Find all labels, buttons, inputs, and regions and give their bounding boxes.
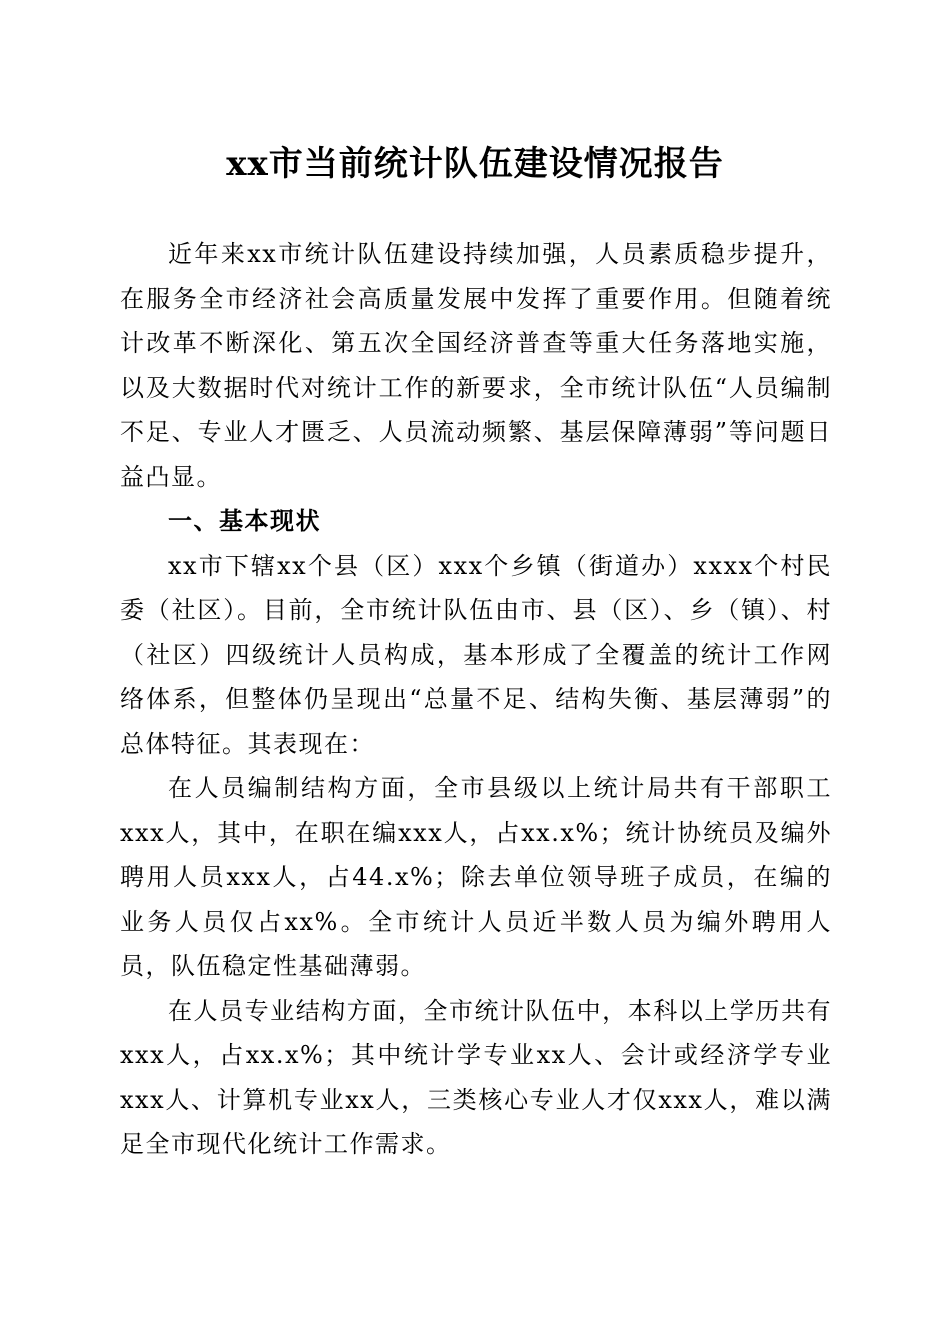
intro-paragraph: 近年来xx市统计队伍建设持续加强，人员素质稳步提升，在服务全市经济社会高质量发展中发挥了重要作用。但随着统计改革不断深化、第五次全国经济普查等重大任务落地实施，以及大数据时代对统计工作的新要求，全市统计队伍“人员编制不足、专业人才匮乏、人员流动频繁、基层保障薄弱”等问题日益凸显。 bbox=[120, 240, 832, 491]
section-heading-basic-status: 一、基本现状 bbox=[168, 507, 321, 535]
professional-structure-paragraph: 在人员专业结构方面，全市统计队伍中，本科以上学历共有xxx人，占xx.x%；其中统计学专业xx人、会计或经济学专业xxx人、计算机专业xx人，三类核心专业人才仅xxx人，难以满足全市现代化统计工作需求。 bbox=[120, 996, 832, 1158]
staffing-structure-paragraph: 在人员编制结构方面，全市县级以上统计局共有干部职工xxx人，其中，在职在编xxx人，占xx.x%；统计协统员及编外聘用人员xxx人，占44.x%；除去单位领导班子成员，在编的业务人员仅占xx%。全市统计人员近半数人员为编外聘用人员，队伍稳定性基础薄弱。 bbox=[120, 774, 832, 980]
document-title: xx市当前统计队伍建设情况报告 bbox=[226, 144, 724, 184]
status-overview-paragraph: xx市下辖xx个县（区）xxx个乡镇（街道办）xxxx个村民委（社区）。目前，全市统计队伍由市、县（区）、乡（镇）、村（社区）四级统计人员构成，基本形成了全覆盖的统计工作网络体系，但整体仍呈现出“总量不足、结构失衡、基层薄弱”的总体特征。其表现在： bbox=[120, 551, 832, 758]
document-body bbox=[120, 232, 832, 1167]
